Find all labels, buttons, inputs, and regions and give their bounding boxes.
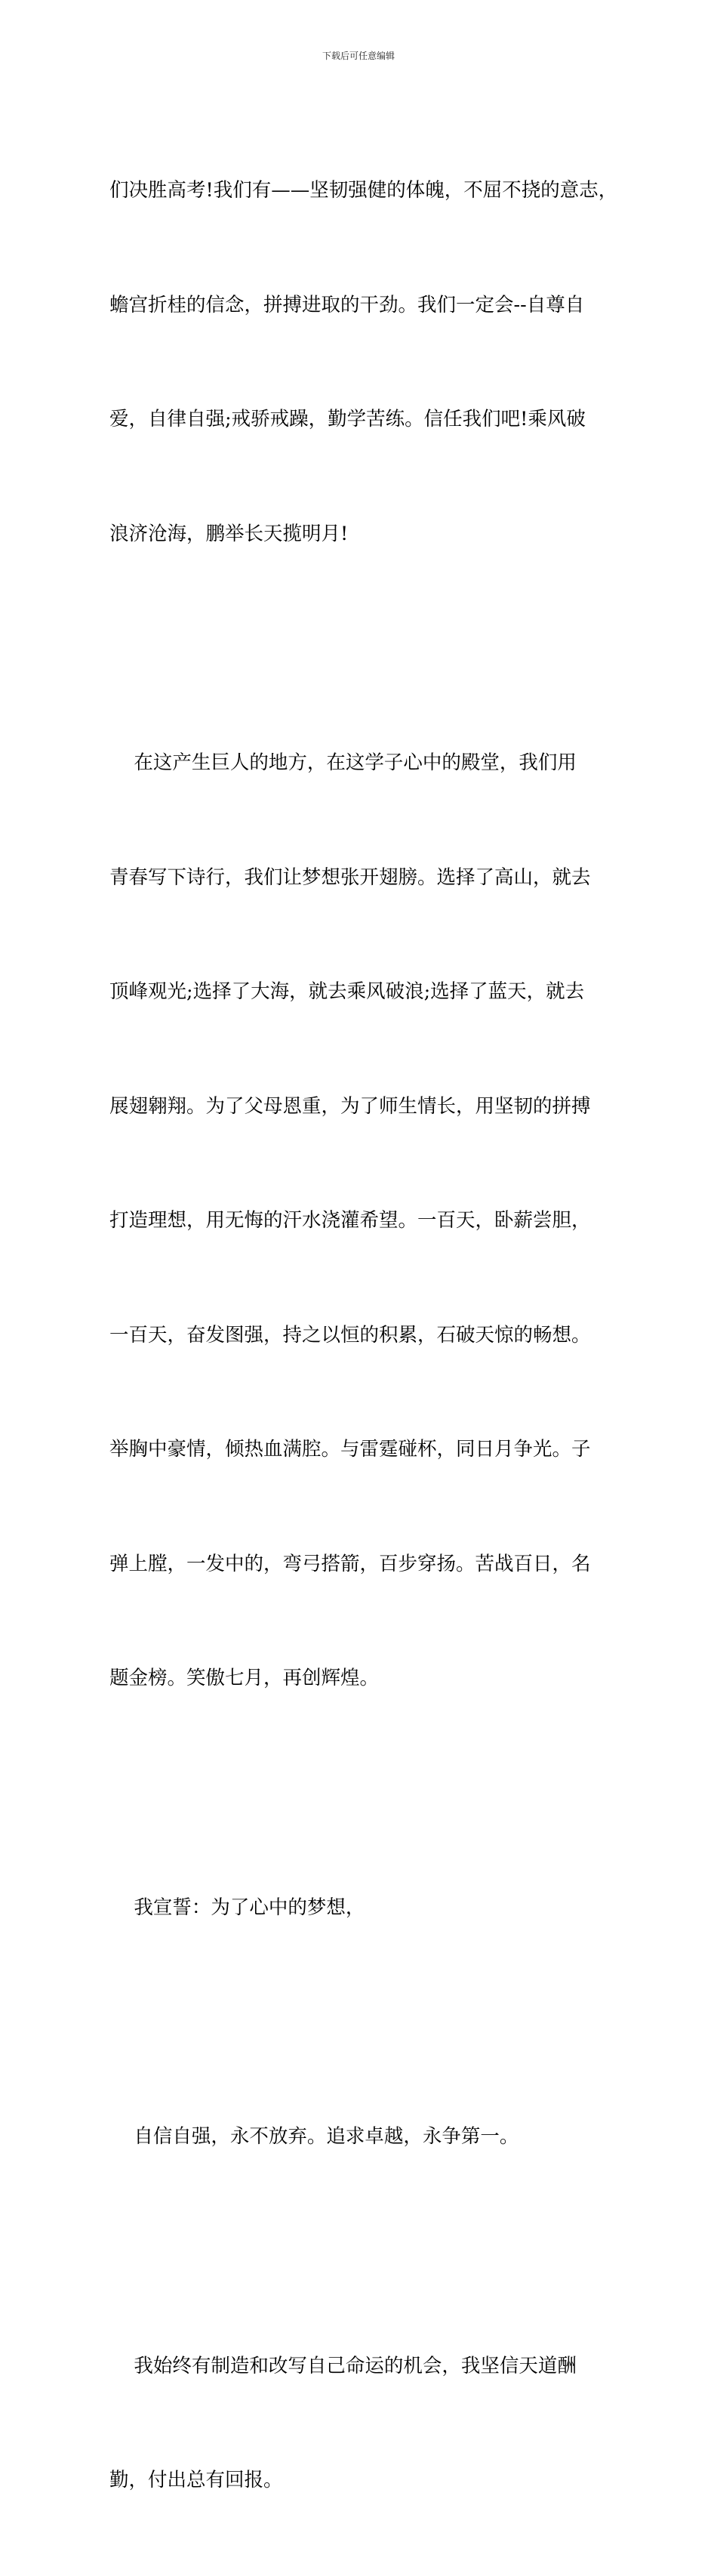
text-line: 弹上膛，一发中的，弯弓搭箭，百步穿扬。苦战百日，名	[109, 1552, 591, 1575]
text-line: 勤，付出总有回报。	[109, 2469, 283, 2491]
text-line: 蟾宫折桂的信念，拼搏进取的干劲。我们一定会--自尊自	[109, 293, 585, 316]
text-line: 一百天，奋发图强，持之以恒的积累，石破天惊的畅想。	[109, 1323, 591, 1347]
text-line: 们决胜高考!我们有——坚韧强健的体魄，不屈不挠的意志，	[109, 179, 618, 202]
paragraph-5	[109, 2271, 615, 2576]
text-line: 浪济沧海，鹏举长天揽明月!	[109, 522, 349, 545]
paragraph-2	[109, 668, 615, 1774]
paragraph-gap	[109, 629, 615, 668]
paragraph-3	[109, 1812, 615, 2004]
text-line: 展翅翱翔。为了父母恩重，为了师生情长，用坚韧的拼搏	[109, 1094, 591, 1118]
text-line: 在这产生巨人的地方，在这学子心中的殿堂，我们用	[109, 751, 577, 774]
paragraph-1	[109, 95, 618, 629]
text-line: 顶峰观光;选择了大海，就去乘风破浪;选择了蓝天，就去	[109, 980, 585, 1003]
text-line: 自信自强，永不放弃。追求卓越，永争第一。	[109, 2125, 519, 2148]
text-line: 爱，自律自强;戒骄戒躁，勤学苦练。信任我们吧!乘风破	[109, 408, 586, 430]
page-header: 下载后可任意编辑	[322, 51, 395, 61]
paragraph-4	[109, 2041, 615, 2232]
text-line: 举胸中豪情，倾热血满腔。与雷霆碰杯，同日月争光。子	[109, 1438, 591, 1461]
text-line: 青春写下诗行，我们让梦想张开翅膀。选择了高山，就去	[109, 865, 591, 889]
document-body	[109, 95, 618, 2576]
paragraph-gap	[109, 2232, 615, 2271]
text-line: 我始终有制造和改写自己命运的机会，我坚信天道酬	[109, 2354, 577, 2377]
text-line: 题金榜。笑傲七月，再创辉煌。	[109, 1667, 380, 1689]
paragraph-gap	[109, 1774, 615, 1812]
paragraph-gap	[109, 2003, 615, 2041]
text-line: 我宣誓：为了心中的梦想，	[109, 1896, 365, 1919]
text-line: 打造理想，用无悔的汗水浇灌希望。一百天，卧薪尝胆，	[109, 1209, 591, 1232]
